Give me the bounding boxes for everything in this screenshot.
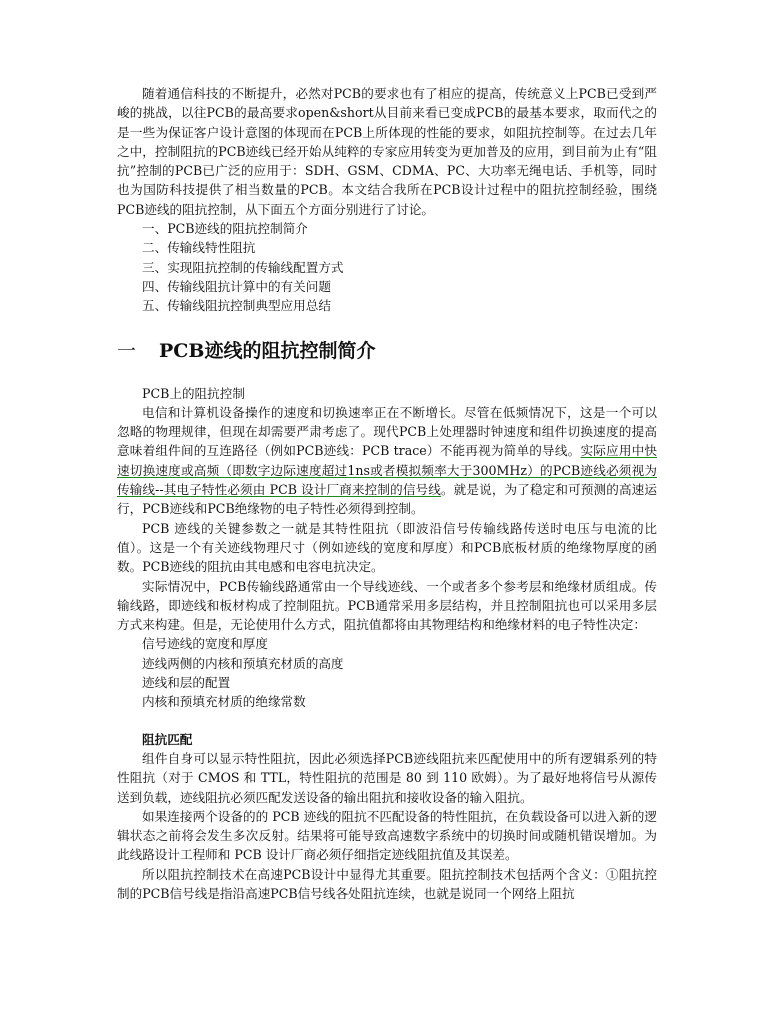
list-item: 一、PCB迹线的阻抗控制简介 [142, 221, 308, 237]
subheading-impedance-control: PCB上的阻抗控制 [142, 385, 245, 401]
section-title: PCB迹线的阻抗控制简介 [159, 339, 376, 362]
document-page [117, 84, 657, 903]
subheading-impedance-matching: 阻抗匹配 [142, 731, 193, 747]
paragraph-6: 所以阻抗控制技术在高速PCB设计中显得尤其重要。阻抗控制技术包括两个含义：①阻抗控制的PCB信号线是指沿高速PCB信号线各处阻抗连续，也就是说同一个网络上阻抗 [117, 866, 657, 901]
underlined-sentence: 实际应用中快速切换速度或高频（即数字边际速度超过1ns或者模拟频率大于300MHz）的PCB迹线必须视为传输线--其电子特性必须由 PCB 设计厂商来控制的信号线 [117, 443, 658, 498]
list-item: 二、传输线特性阻抗 [142, 240, 256, 256]
paragraph-3: 实际情况中，PCB传输线路通常由一个导线迹线、一个或者多个参考层和绝缘材质组成。传输线路，即迹线和板材构成了控制阻抗。PCB通常采用多层结构，并且控制阻抗也可以采用多层方式来构建。但是，无论使用什么方式，阻抗值都将由其物理结构和绝缘材料的电子特性决定： [117, 578, 657, 633]
paragraph-1c: 。就是说，为了稳定和可预测的高速运行，PCB迹线和PCB绝缘物的电子特性必须得到控制。 [117, 482, 657, 517]
list-item: 三、实现阻抗控制的传输线配置方式 [142, 259, 344, 275]
intro-paragraph: 随着通信科技的不断提升，必然对PCB的要求也有了相应的提高，传统意义上PCB已受到严峻的挑战，以往PCB的最高要求open&short从目前来看已变成PCB的最基本要求，取而代之的是一些为保证客户设计意图的体现而在PCB上所体现的性能的要求，如阻抗控制等。在过去几年之中，控制阻抗的PCB迹线已经开始从纯粹的专家应用转变为更加普及的应用，到目前为止有“阻抗”控制的PCB已广泛的应用于：SDH、GSM、CDMA、PC、大功率无绳电话、手机等，同时也为国防科技提供了相当数量的PCB。本文结合我所在PCB设计过程中的阻抗控制经验，围绕PCB迹线的阻抗控制，从下面五个方面分别进行了讨论。 [117, 86, 657, 217]
paragraph-5: 如果连接两个设备的的 PCB 迹线的阻抗不匹配设备的特性阻抗，在负载设备可以进入新的逻辑状态之前将会发生多次反射。结果将可能导致高速数字系统中的切换时间或随机错误增加。为此线路设计工程师和 PCB 设计厂商必须仔细指定迹线阻抗值及其误差。 [117, 808, 657, 863]
section-number: 一 [117, 339, 137, 362]
list-item: 信号迹线的宽度和厚度 [142, 636, 268, 652]
list-item: 迹线和层的配置 [142, 675, 231, 691]
paragraph-1a: 电信和计算机设备操作的速度和切换速率正在不断增长。尽管在低频情况下，这是一个可以忽略的物理规律，但现在却需要严肃考虑了。现代PCB上处理器时钟速度和组件切换速度的提高意味着组件间的互连路径（例如PCB迹线：PCB trace）不能再视为简单的导线。 [117, 404, 657, 459]
factor-list [117, 634, 657, 711]
section-heading [117, 338, 657, 364]
paragraph-2: PCB 迹线的关键参数之一就是其特性阻抗（即波沿信号传输线路传送时电压与电流的比值）。这是一个有关迹线物理尺寸（例如迹线的宽度和厚度）和PCB底板材质的绝缘物厚度的函数。PCB迹线的阻抗由其电感和电容电抗决定。 [117, 520, 657, 575]
list-item: 四、传输线阻抗计算中的有关问题 [142, 278, 331, 294]
list-item: 迹线两侧的内核和预填充材质的高度 [142, 655, 344, 671]
list-item: 内核和预填充材质的绝缘常数 [142, 694, 306, 710]
paragraph-4: 组件自身可以显示特性阻抗，因此必须选择PCB迹线阻抗来匹配使用中的所有逻辑系列的特性阻抗（对于 CMOS 和 TTL，特性阻抗的范围是 80 到 110 欧姆）。为了最好地将信号从源传送到负载，迹线阻抗必须匹配发送设备的输出阻抗和接收设备的输入阻抗。 [117, 750, 657, 805]
paragraph-1 [117, 403, 657, 519]
list-item: 五、传输线阻抗控制典型应用总结 [142, 298, 331, 314]
table-of-contents [117, 219, 657, 315]
